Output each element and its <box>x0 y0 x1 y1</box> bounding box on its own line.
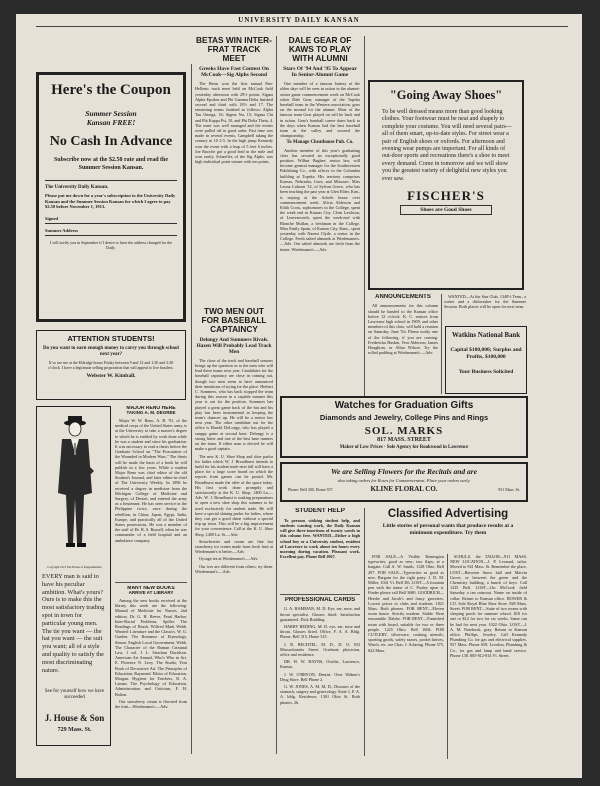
professional-card-2: HARRY REDING, M. D. eye, ear, nose and throat. Glasses fitted. Office, F. A. A. Bldg. Phone, Bell 315, Home 315. <box>280 623 360 640</box>
house-ad-store: J. House & Son <box>44 713 105 723</box>
betas-article <box>195 36 273 304</box>
kline-title: We are Selling Flowers for the Recitals and are <box>330 467 478 476</box>
house-ad-caption: Copyright 1913 The House of Kuppenheimer <box>47 565 102 569</box>
professional-card-6: G. W. JONES, A. M. M. D., Diseases of the stomach, surgery and gynecology. Suite 1, F. A. A. bldg. Residence, 1301 Ohio St. Both phones, 26. <box>280 683 360 705</box>
dale-article <box>280 36 360 388</box>
new-books-article <box>115 586 187 751</box>
wanted-ad <box>444 294 526 324</box>
masthead-rule <box>36 26 568 27</box>
coupon-signed-field[interactable] <box>45 216 177 224</box>
new-books-head2: ARRIVE AT LIBRARY <box>128 590 174 596</box>
coupon-footnote: I will notify you in September if I desire to have the address changed for the Daily. <box>49 239 173 250</box>
professional-card-3: J. R. BECHTEL, M. D., D. O. 933 Massachusetts Street. Graduate physician, office and residence. <box>280 641 360 657</box>
betas-text: The Betas won the first annual Pan-Hellenic track meet held on McCook field yesterday afternoon with 29½ points. Sigma Alpha Epsilon and Phi Gamma Delta finished second and third with 18½ and 17. The remaining teams finished as follows: Alpha Tau Omega, 16; Sigma Nu, 15; Sigma Chi and Phi Kappa Psi, 10, and Phi Delta Theta, 4. The meet was well managed and the events were pulled off in good order. Fast time was made in several events, Campbell taking the century in 10 2-5. In the high jump Kennedy won the event with a leap of 5 feet 6 inches. Joe Knoche got a good lead in the mile and won easily. Schaeffer, of the Sig Alphs, was high individual point winner with ten points. <box>195 81 273 165</box>
house-ad-address: 729 Mass. St. <box>57 727 92 733</box>
professional-card-1: G. A. HAMMAN, M. D. Eye, ear, nose, and throat specialist. Glasses fitted. Satisfaction guaranteed. Dick Building. <box>280 606 360 622</box>
announcements-column <box>368 294 438 394</box>
classified-sub: Little stories of personal wants that produce results at a minimum expenditure. Try them <box>382 523 514 536</box>
coupon-form-title: The University Daily Kansan. <box>45 185 109 191</box>
classified-title: Classified Advertising <box>387 508 509 520</box>
new-books-footer: Our strawberry cream is flavored from the fruit—Wiedemann's.—Adv. <box>115 698 187 710</box>
watkins-capital: Capital $100,000; Surplus and Profits, $100,000 <box>450 347 522 360</box>
house-ad-text: EVERY man is said to have his peculiar ambition. What's yours? Ours is to make this the most satisfactory trading spot in town for particular young men. The tie you want — the hat you want — the suit you want; all of a style and quality to satisfy the most discriminating nature. <box>42 573 105 674</box>
major-reno-head2: TAKING A. M. DEGREE <box>126 410 176 416</box>
attention-ad <box>36 330 186 400</box>
major-reno-text: Major W. W. Reno, A. B. '91, of the medical corps of the United States army, is at the University to take a master's degree to which he is entitled by work done while he was a student and since his graduation. It was necessary to read a thesis before the Graduate School on "The Evacuation of the Wounded in Modern Wars." The thesis will be made the basis of a book he will publish in a few years. While a student Major Reno was chief editor of the old Student's Journal, and later editor-in-chief of The University Weekly. In 1896 he received a degree in medicine from the Michigan College of Medicine and Surgery, of Detroit, and entered the army as a lieutenant. He has seen service in the Philippine twice, once during the rebellion, in China, Japan, Egypt, India, Europe, and practically all of the United States possessions. He was a member of the staff of Dr. R. S. Russell, when he was commander of a field hospital and an ambulance company. <box>115 417 187 543</box>
betas-head: BETAS WIN INTER-FRAT TRACK MEET <box>196 36 272 64</box>
kline-phone: Phone: Bell 300, Home 357. <box>288 487 334 492</box>
student-help-title: STUDENT HELP <box>295 508 345 514</box>
sol-marks-address: 817 MASS. STREET <box>377 437 431 443</box>
attention-body: If so see me at the Eldridge house Friday between 9 and 12 and 1:30 and 3:30 o'clock. I have a legitimate selling proposition that will appeal to live hustlers. <box>48 359 174 370</box>
classified-right-text: SCHULZ, the TAILOR—911 MASS. NEW LOCATION—J. P. Leonard, tailor. Moved to 941 Mass. St. Remember the place. LOST—Between Snow hall and Marvin Grove, or between the green and the Chemistry building, a bunch of keys. Call 1225 Bell. LOST—On McCook field Saturday a tan raincoat. Name on inside of collar. Return to Kansan office. BOWER & CO. Sole Royal Blue Shoe Store. 828 Mass. Street. FOR RENT—Suite of two rooms with sleeping porch for summer school. $10 for one or $12 for two for six weeks. Same can be had for next year. 1022 Ohio. LOST—J. A. M. Notebook, gray. Return to Kansan office. Phillips, Jewelry. Call Kennedy Plumbing Co. for gas and electrical supplies. 937 Mass. Phone 658. Livedon, Plumbing & Co., for gas and lamp and hand service. Phone 138. 805-812-814 Vt. Street. <box>450 554 527 658</box>
coupon-form <box>45 180 177 249</box>
kline-address: 931 Mass. St. <box>498 487 520 492</box>
fischers-text: To be well dressed means more than good looking clothes. Your footwear must be neat and shapely to complete your costume. You will need several pairs—all of them smart, up-to-date styles. For street wear a pair of English shoes or oxfords. For afternoon and evening wear pumps are important. For all kinds of out-door sports and recreations there's a shoe to meet every demand. Come in tomorrow and we will show you the greatest variety of delightful new styles you ever saw. <box>382 109 512 182</box>
two-men-text2: The new K. U. Shoe Shop and shoe parlor for ladies which W. J. Broadhurst intends to build for his student trade next fall will have a place for a large score board on which the reports from games can be posted. Mr. Broadhurst made the offer of the space today. His first work done promptly and satisfactorily at the K. U. Shop, 1400 La.—Adv. W. J. Broadhurst is making preparations to open a new shoe shop this summer to be used exclusively for student trade. He will have a special shining parlor for ladies, where they can get a good shine without a special trip up town. This will be a big improvement for your convenience. Call at the K. U. Shoe Shop, 1400 La. St.—Adv. <box>195 453 273 537</box>
sol-marks-store: SOL. MARKS <box>364 425 444 437</box>
sol-marks-title: Watches for Graduation Gifts <box>334 400 474 411</box>
betas-sub: Greeks Have Fast Contest On McCook—Sig Alphs Second <box>199 65 269 78</box>
dale-head2: To Manage Cheathouse Pub. Co. <box>286 140 354 146</box>
divider <box>280 594 360 595</box>
two-men-footer2: Oysage tea at Wiedemann's.—Adv. <box>199 556 259 562</box>
professional-card-4: DR. H. W. HAYNS, Oculist, Lawrence, Kansas. <box>280 659 360 670</box>
two-men-article <box>195 307 273 757</box>
watkins-tagline: Your Business Solicited <box>458 369 514 375</box>
two-men-text: The close of the track and baseball seasons brings up the question as to the men who will lead these teams next year. Candidates for the baseball captaincy are close in coming out, though two men seem to have announced their intentions of trying for the place. Herbert C. Sommers, who has back stopped the team during this season in a capable manner this year is out for the position. Sommers has played a great game back of the bat and his play has been instrumental in keeping the team's chances up. He will be a senior law next year. The other candidate out for the office is Harold DeLongy, who has played a snappy game at second base. Delongy is a strong hitter and one of the best base runners on the team. If either man is elected he will make a good captain. <box>195 357 273 452</box>
dale-head: DALE GEAR OF KAWS TO PLAY WITH ALUMNI <box>288 36 352 64</box>
newspaper-page <box>16 14 582 778</box>
column-rule <box>364 36 365 396</box>
coupon-address-label: Summer Address <box>45 227 78 233</box>
two-men-footer3: Our ices are different from others, try them. Wiedemann's.—Adv. <box>195 563 273 574</box>
fischers-tagline: Shoes are Good Shoes <box>400 205 492 215</box>
coupon-line2: Kansan FREE! <box>86 117 136 127</box>
sol-marks-sub: Diamonds and Jewelry, College Pins and Rings <box>319 413 489 422</box>
coupon-title: Here's the Coupon <box>51 82 171 98</box>
fischers-ad <box>368 80 524 290</box>
professional-cards <box>280 597 360 757</box>
kline-sub: also taking orders for Roses for Commencement. Place your orders early. <box>337 478 471 483</box>
column-rule <box>191 64 192 754</box>
coupon-no-cash: No Cash In Advance <box>49 133 173 149</box>
sol-marks-ad <box>280 396 528 458</box>
sol-marks-line: Maker of Low Prices · Sole Agency for Rookwood in Lawrence <box>339 445 469 450</box>
column-rule <box>447 554 448 759</box>
kline-floral-ad <box>280 462 528 502</box>
major-reno-head1: MAJOR RENO HERE <box>126 406 176 411</box>
attention-title: ATTENTION STUDENTS! <box>67 334 155 343</box>
watkins-ad <box>445 326 527 394</box>
house-ad-note: See for yourself how we have succeeded <box>44 689 105 700</box>
dale-text2: Another member of this year's graduating class has secured an exceptionally good position. Wilbur Bagbee, senior law, will become general manager for the Southwestern Publishing Co., with offices in the Columbia building at Topeka. His territory comprises Kansas, Nebraska, Iowa, and Missouri. Miss Leona Cahoon '12, of Sylvan Grove, who has been teaching the past year at Glen Elder, Kan., is staying at the Acheth house over commencement week. Alicia Alderson and Edith Cross, sophomores in the College, spent the week end in Kansas City. Clem Lawhorn, of Leavenworth, spent the week-end with Blanche Mullan, a freshman in the College. Miss Emily Spain, of Kansas City, Kans., spent yesterday with Naomi Clyde, a senior in the College. Fresh salted almonds at Wiedemann's.—Adv. Our salted almonds are fresh from the tinner. Wiedemann's.—Adv. <box>280 147 360 252</box>
column-rule <box>441 294 442 394</box>
two-men-footer1: Strawberries and cream are fine but strawberry ice cream made from fresh fruit at Wiedemann's is better.—Adv. <box>195 538 273 555</box>
kline-store: KLINE FLORAL CO. <box>370 485 438 493</box>
classified-right <box>450 554 527 759</box>
student-help-column <box>280 508 360 588</box>
coupon-subscribe: Subscribe now at the $2.50 rate and read the Summer Session Kansan. <box>53 157 169 171</box>
coupon-ad <box>36 72 186 322</box>
professional-title: PROFESSIONAL CARDS <box>284 597 356 603</box>
coupon-form-body: Please put me down for a year's subscription to the University Daily Kansan and the Summer Session Kansan for which I agree to pay $2.50 before November 1, 1913. <box>45 193 176 210</box>
student-help-text: To persons wishing student help, and students wanting work, the Daily Kansan will give three insertions of twenty words in this column free. WANTED—Either a high school boy or a University student, resident of Lawrence to work about ten hours every morning during vacation. Pleasant work. Excellent pay. Phone Bell 1067. <box>280 517 360 560</box>
classified-header <box>368 508 528 552</box>
fischers-store: FISCHER'S <box>407 188 485 204</box>
attention-question: Do you want to earn enough money to carry you through school next year? <box>43 345 179 357</box>
coupon-address-field[interactable] <box>45 228 177 236</box>
announcements-text: All announcements for this column should be handed to the Kansan office before 12 o'clock. K. C. seniors from Lawrence high school in 1909, and other members of this class, will hold a reunion on Saturday, June 7th. Please notify one of the following, if you are coming: Fredericka Haskin, Vera Alderson, James Houghton, or Allan Wilson. Try the rolled pudding at Wiedemann's.—Adv. <box>368 303 438 356</box>
coupon-line1: Summer Session <box>85 108 137 118</box>
major-reno-article <box>115 406 187 581</box>
wanted-text: WANTED—At the Star Club, 1340½ Tenn., a waiter and a dishwasher for the Summer Session. Both places will be open for next term. <box>444 294 526 310</box>
two-men-sub: Delongy And Summers Rivals. Hazen Will Probably Lead Track Men <box>196 336 272 355</box>
column-rule <box>276 36 277 754</box>
column-rule <box>364 508 365 756</box>
new-books-text: Among the new books received at the library this week are the following: Manual of Medicine for Nurses, 2nd edition. Dr. G. H. Reeve, Pearl Harbor. Inter-Racial Problems. Spiller. The Readings of Brush. Wilfred Mark Webb. Wanted: Literature and the Classics. W. G. Garden. The Romance of Etymology, Simon. English Local Government, Webb. The Character of the Roman Criminal Law, 1 vol. J. L. Strachan Davidson. American Art Annual, Who's Who in Art. E. Florence N. Levy. The Studio, Year Book of Decorative Art. The Principles of Education, Raymond. Ethics of Education, Morgan. Hygiene for Teachers, R. A. Lyman. The Psychology of Education, Administration and Criticism, F. H. Bolton. <box>115 597 187 697</box>
kline-footer <box>282 485 526 494</box>
man-illustration <box>44 413 104 563</box>
two-men-head: TWO MEN OUT FOR BASEBALL CAPTAINCY <box>201 307 267 335</box>
masthead: UNIVERSITY DAILY KANSAN <box>238 16 360 24</box>
coupon-signed-label: Signed <box>45 215 59 221</box>
classified-left <box>368 554 444 759</box>
dale-sub: Stars Of '94 And '95 To Appear In Senior-Alumni Game <box>283 65 357 78</box>
dale-text: One member of a famous battery of the olden days will be seen in action in the alumni-senior game commencement week on McCook when Dale Gear, manager of the Topeka baseball team in the Western association, goes on the mound for the alumni. Most of the famous team Gear played on will be back and in action. Gear's baseball career dates back to the days when Kansas had the best baseball team in the valley and secured the championship. <box>280 81 360 139</box>
new-books-head1: MANY NEW BOOKS <box>127 586 175 591</box>
house-son-ad <box>36 406 111 746</box>
fischers-title: "Going Away Shoes" <box>389 88 503 102</box>
attention-signature: Webster W. Kimball. <box>86 373 136 380</box>
professional-card-5: J. W. O'BRYON, Dentist. Over Widner's Drug Store. Bell Phone 2. <box>280 671 360 682</box>
watkins-name: Watkins National Bank <box>452 332 520 339</box>
announcements-title: ANNOUNCEMENTS <box>375 294 431 300</box>
divider <box>115 582 187 583</box>
classified-left-text: FOR SALE—A Visible Remington typewriter, good as new; two flaps, at a bargain. Call A. W. Smith, 1128 Ohio. Bell 297. FOR SALE—Typewriter as good as new. Bargain for the right party. J. D. M. Miller, 1041 Vt. Bell 3l6. LOST—A fountain pen with the name of C. Pauley upon it. Finder please call Bell 3680. GOODRICH—Hershe and Jacob's and fancy groceries. Lowest prices to clubs and students. 1021 Mass. Both phones. FOR RENT—Eleven room house. Strictly modern. Stable. Rent reasonable. Dalshe. FOR RENT—Furnished room with board, suitable for two or three people. 1225 Ohio. Bell 1604. FOR CUTLERY, silverware, cooking utensils, sporting goods, safety razors, pocket knives, Watch, etc. see Chas. J. Achning. Phone 575, 822 Mass. <box>368 554 444 653</box>
